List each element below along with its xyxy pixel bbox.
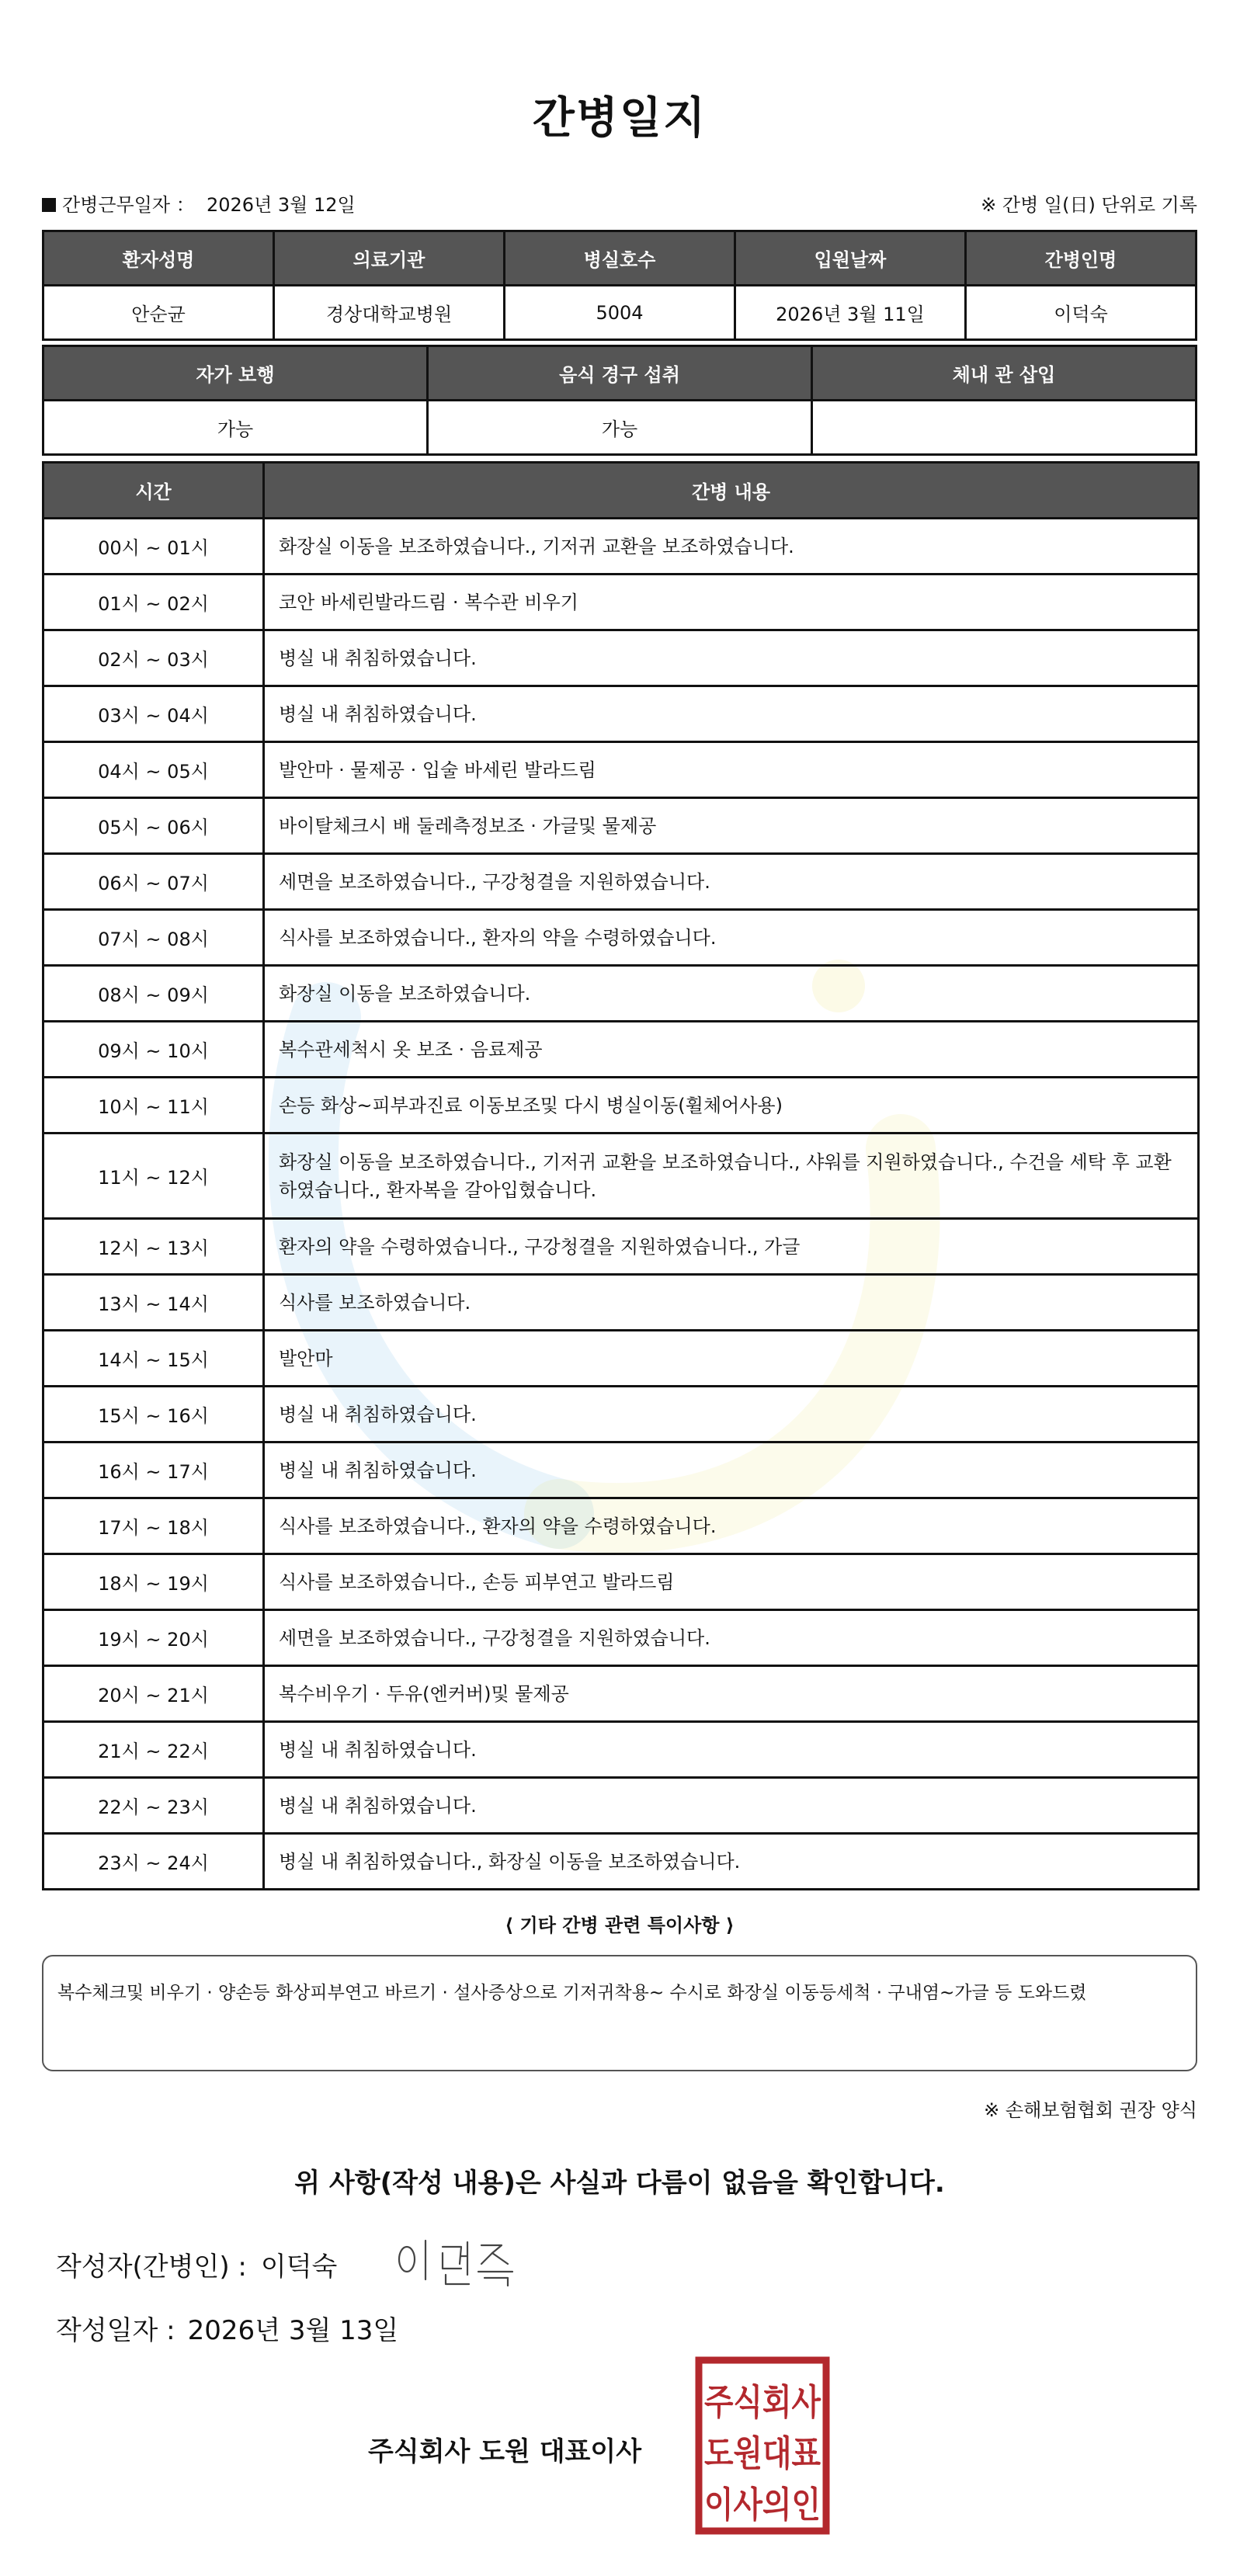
tube-insertion: [812, 401, 1197, 455]
log-time: 10시 ~ 11시: [43, 1078, 264, 1134]
svg-text:주식회사: 주식회사: [704, 2381, 821, 2423]
log-row: [43, 910, 1199, 966]
log-description: 병실 내 취침하였습니다.: [264, 1722, 1199, 1778]
log-time: 19시 ~ 20시: [43, 1610, 264, 1666]
log-description: 식사를 보조하였습니다.: [264, 1275, 1199, 1331]
log-description: 화장실 이동을 보조하였습니다., 기저귀 교환을 보조하였습니다.: [264, 519, 1199, 575]
log-description: 병실 내 취침하였습니다.: [264, 1778, 1199, 1834]
header-self-walking: 자가 보행: [43, 346, 428, 401]
log-description: 발안마 · 물제공 · 입술 바세린 발라드림: [264, 742, 1199, 798]
admission-date: 2026년 3월 11일: [735, 286, 966, 340]
log-time: 02시 ~ 03시: [43, 630, 264, 686]
log-row: [43, 1554, 1199, 1610]
room-number: 5004: [505, 286, 735, 340]
log-row: [43, 519, 1199, 575]
log-time: 16시 ~ 17시: [43, 1442, 264, 1498]
log-row: [43, 686, 1199, 742]
log-time: 12시 ~ 13시: [43, 1219, 264, 1275]
log-row: [43, 1778, 1199, 1834]
log-row: [43, 1387, 1199, 1442]
log-time: 03시 ~ 04시: [43, 686, 264, 742]
log-time: 21시 ~ 22시: [43, 1722, 264, 1778]
log-row: [43, 1331, 1199, 1387]
log-description: 복수관세척시 옷 보조 · 음료제공: [264, 1022, 1199, 1078]
confirmation-statement: 위 사항(작성 내용)은 사실과 다름이 없음을 확인합니다.: [294, 2168, 945, 2199]
log-time: 14시 ~ 15시: [43, 1331, 264, 1387]
writer-name: 이덕숙: [260, 2251, 338, 2283]
log-header-row: [43, 463, 1199, 519]
notes-box: 복수체크및 비우기 · 양손등 화상피부연고 바르기 · 설사증상으로 기저귀착용~ 수시로 화장실 이동등세척 · 구내염~가글 등 도와드렸: [42, 1955, 1197, 2071]
log-description: 병실 내 취침하였습니다.: [264, 630, 1199, 686]
meta-row: [42, 189, 1197, 217]
form-note: ※ 손해보험협회 권장 양식: [984, 2099, 1197, 2121]
log-description: 세면을 보조하였습니다., 구강청결을 지원하였습니다.: [264, 854, 1199, 910]
page-title: 간병일지: [532, 93, 707, 144]
notes-title: ⟨ 기타 간병 관련 특이사항 ⟩: [505, 1915, 735, 1936]
care-log-table: [42, 461, 1200, 1890]
log-time: 18시 ~ 19시: [43, 1554, 264, 1610]
patient-value-row: [43, 286, 1197, 340]
log-time: 23시 ~ 24시: [43, 1834, 264, 1890]
writer-line: [56, 2245, 337, 2283]
header-time: 시간: [43, 463, 264, 519]
header-hospital: 의료기관: [274, 231, 505, 286]
log-description: 환자의 약을 수령하였습니다., 구강청결을 지원하였습니다., 가글: [264, 1219, 1199, 1275]
log-row: [43, 1275, 1199, 1331]
log-time: 13시 ~ 14시: [43, 1275, 264, 1331]
log-description: 세면을 보조하였습니다., 구강청결을 지원하였습니다.: [264, 1610, 1199, 1666]
log-description: 식사를 보조하였습니다., 손등 피부연고 발라드림: [264, 1554, 1199, 1610]
work-date: [42, 189, 356, 217]
log-description: 복수비우기 · 두유(엔커버)및 물제공: [264, 1666, 1199, 1722]
log-time: 11시 ~ 12시: [43, 1134, 264, 1219]
log-row: [43, 1666, 1199, 1722]
hospital: 경상대학교병원: [274, 286, 505, 340]
writer-label: 작성자(간병인) :: [56, 2251, 247, 2283]
log-row: [43, 575, 1199, 630]
header-patient-name: 환자성명: [43, 231, 274, 286]
company-representative: 주식회사 도원 대표이사: [368, 2436, 642, 2467]
log-row: [43, 742, 1199, 798]
header-oral-intake: 음식 경구 섭취: [428, 346, 812, 401]
header-tube-insertion: 체내 관 삽입: [812, 346, 1197, 401]
log-row: [43, 1498, 1199, 1554]
log-row: [43, 1022, 1199, 1078]
patient-ability-table: [42, 345, 1197, 456]
unit-note: ※ 간병 일(日) 단위로 기록: [981, 194, 1197, 216]
log-row: [43, 1722, 1199, 1778]
caregiver-name: 이덕숙: [966, 286, 1197, 340]
written-date-line: [56, 2309, 398, 2347]
oral-intake: 가능: [428, 401, 812, 455]
patient-name: 안순균: [43, 286, 274, 340]
header-room: 병실호수: [505, 231, 735, 286]
log-row: [43, 1442, 1199, 1498]
log-row: [43, 798, 1199, 854]
ability-header-row: [43, 346, 1197, 401]
log-time: 01시 ~ 02시: [43, 575, 264, 630]
header-admission-date: 입원날짜: [735, 231, 966, 286]
log-time: 05시 ~ 06시: [43, 798, 264, 854]
log-row: [43, 966, 1199, 1022]
log-row: [43, 1219, 1199, 1275]
log-time: 08시 ~ 09시: [43, 966, 264, 1022]
square-bullet-icon: [42, 198, 56, 212]
log-time: 00시 ~ 01시: [43, 519, 264, 575]
log-row: [43, 630, 1199, 686]
log-time: 20시 ~ 21시: [43, 1666, 264, 1722]
log-description: 병실 내 취침하였습니다.: [264, 1387, 1199, 1442]
log-time: 07시 ~ 08시: [43, 910, 264, 966]
company-seal-stamp: [694, 2356, 831, 2536]
log-description: 바이탈체크시 배 둘레측정보조 · 가글및 물제공: [264, 798, 1199, 854]
log-description: 손등 화상~피부과진료 이동보조및 다시 병실이동(휠체어사용): [264, 1078, 1199, 1134]
log-time: 17시 ~ 18시: [43, 1498, 264, 1554]
patient-info-table: [42, 230, 1197, 341]
log-description: 병실 내 취침하였습니다.: [264, 1442, 1199, 1498]
work-date-label: 간병근무일자 ：: [62, 194, 195, 216]
written-date-value: 2026년 3월 13일: [187, 2315, 399, 2346]
ability-value-row: [43, 401, 1197, 455]
log-description: 발안마: [264, 1331, 1199, 1387]
handwritten-signature: [384, 2230, 531, 2289]
log-row: [43, 1078, 1199, 1134]
log-row: [43, 1610, 1199, 1666]
log-row: [43, 1834, 1199, 1890]
log-description: 병실 내 취침하였습니다.: [264, 686, 1199, 742]
self-walking: 가능: [43, 401, 428, 455]
log-time: 09시 ~ 10시: [43, 1022, 264, 1078]
svg-text:이사의인: 이사의인: [704, 2484, 821, 2526]
log-row: [43, 854, 1199, 910]
log-description: 식사를 보조하였습니다., 환자의 약을 수령하였습니다.: [264, 910, 1199, 966]
svg-text:도원대표: 도원대표: [704, 2432, 821, 2474]
header-caregiver: 간병인명: [966, 231, 1197, 286]
log-description: 화장실 이동을 보조하였습니다.: [264, 966, 1199, 1022]
log-description: 화장실 이동을 보조하였습니다., 기저귀 교환을 보조하였습니다., 샤워를 지원하였습니다., 수건을 세탁 후 교환하였습니다., 환자복을 갈아입혔습니다.: [264, 1134, 1199, 1219]
log-description: 식사를 보조하였습니다., 환자의 약을 수령하였습니다.: [264, 1498, 1199, 1554]
log-body: [43, 519, 1199, 1890]
work-date-value: 2026년 3월 12일: [207, 194, 356, 216]
log-time: 15시 ~ 16시: [43, 1387, 264, 1442]
log-time: 04시 ~ 05시: [43, 742, 264, 798]
log-description: 코안 바세린발라드림 · 복수관 비우기: [264, 575, 1199, 630]
patient-header-row: [43, 231, 1197, 286]
header-care-content: 간병 내용: [264, 463, 1199, 519]
log-description: 병실 내 취침하였습니다., 화장실 이동을 보조하였습니다.: [264, 1834, 1199, 1890]
log-time: 06시 ~ 07시: [43, 854, 264, 910]
written-date-label: 작성일자 :: [56, 2315, 175, 2346]
log-time: 22시 ~ 23시: [43, 1778, 264, 1834]
log-row: [43, 1134, 1199, 1219]
